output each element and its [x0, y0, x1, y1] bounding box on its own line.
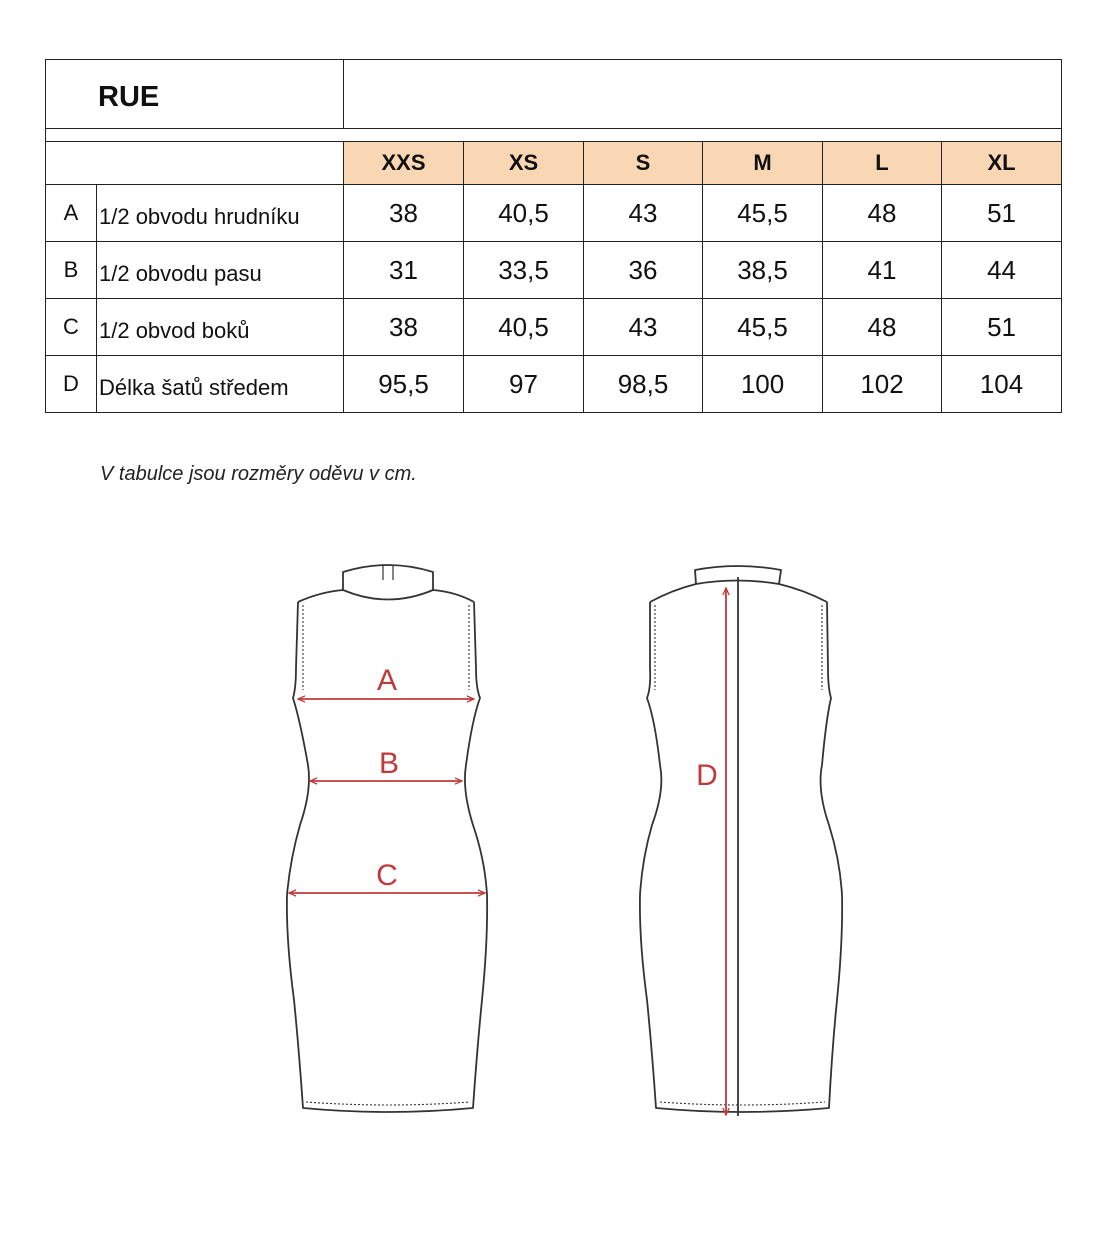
table-cell: 45,5 — [703, 299, 823, 356]
row-label: 1/2 obvodu pasu — [97, 242, 344, 299]
row-label: 1/2 obvodu hrudníku — [97, 185, 344, 242]
dress-back-outline — [640, 566, 842, 1116]
table-cell: 40,5 — [464, 185, 584, 242]
table-cell: 51 — [942, 299, 1062, 356]
row-label: 1/2 obvod boků — [97, 299, 344, 356]
row-letter: A — [46, 185, 97, 242]
table-cell: 48 — [823, 185, 942, 242]
table-cell: 104 — [942, 356, 1062, 413]
table-cell: 38 — [344, 299, 464, 356]
table-cell: 43 — [584, 299, 703, 356]
size-header-s: S — [584, 142, 703, 185]
table-cell: 41 — [823, 242, 942, 299]
size-header-xxs: XXS — [344, 142, 464, 185]
table-cell: 98,5 — [584, 356, 703, 413]
row-letter: C — [46, 299, 97, 356]
table-cell: 40,5 — [464, 299, 584, 356]
row-letter: D — [46, 356, 97, 413]
size-header-m: M — [703, 142, 823, 185]
table-cell: 43 — [584, 185, 703, 242]
measure-label-c: C — [376, 859, 398, 892]
row-label: Délka šatů středem — [97, 356, 344, 413]
dress-front-outline — [287, 565, 487, 1112]
table-cell: 31 — [344, 242, 464, 299]
table-cell: 38,5 — [703, 242, 823, 299]
table-cell: 36 — [584, 242, 703, 299]
size-header-xl: XL — [942, 142, 1062, 185]
row-letter: B — [46, 242, 97, 299]
size-header-xs: XS — [464, 142, 584, 185]
table-cell: 38 — [344, 185, 464, 242]
units-note: V tabulce jsou rozměry oděvu v cm. — [100, 463, 417, 485]
product-name: RUE — [46, 60, 344, 129]
table-cell: 95,5 — [344, 356, 464, 413]
size-header-l: L — [823, 142, 942, 185]
table-cell: 45,5 — [703, 185, 823, 242]
measure-label-b: B — [378, 747, 400, 780]
measure-label-a: A — [376, 664, 398, 697]
table-cell: 102 — [823, 356, 942, 413]
table-cell: 100 — [703, 356, 823, 413]
table-cell: 33,5 — [464, 242, 584, 299]
table-cell: 51 — [942, 185, 1062, 242]
table-cell: 48 — [823, 299, 942, 356]
table-cell: 44 — [942, 242, 1062, 299]
measure-label-d: D — [696, 759, 718, 792]
table-cell: 97 — [464, 356, 584, 413]
